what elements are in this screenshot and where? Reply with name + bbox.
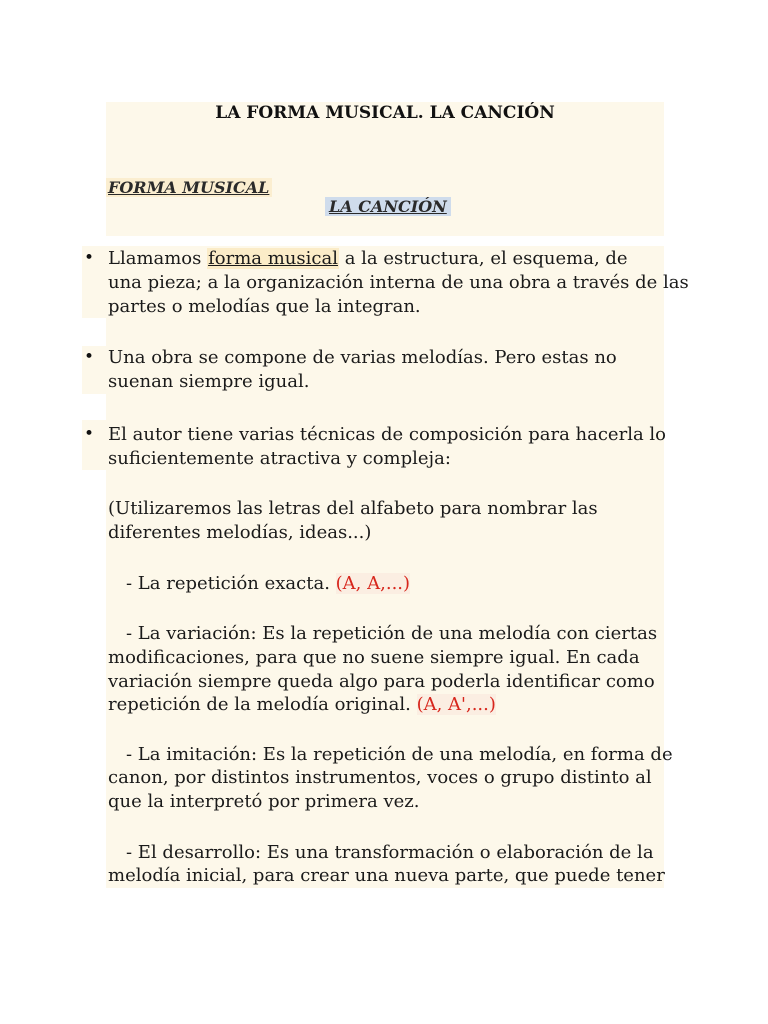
variacion-line2: modificaciones, para que no suene siempre igual. En cada — [108, 647, 640, 668]
imitacion-line3: que la interpretó por primera vez. — [108, 791, 420, 812]
bullet-marker: • — [84, 248, 95, 268]
repeticion-marker: (A, A,...) — [335, 573, 411, 594]
variacion-line3: variación siempre queda algo para poderla identificar como — [108, 671, 655, 692]
subheading-la-cancion-text: LA CANCIÓN — [325, 197, 451, 216]
imitacion-line2: canon, por distintos instrumentos, voces o grupo distinto al — [108, 767, 652, 788]
subheading-forma-musical — [106, 178, 272, 198]
bullet1-line1 — [108, 247, 628, 270]
bullet-marker: • — [84, 424, 95, 444]
subheading-la-cancion — [325, 197, 451, 217]
page-tint-gap2 — [106, 394, 664, 420]
bullet1-line2: una pieza; a la organización interna de una obra a través de las — [108, 272, 689, 293]
desarrollo-line2: melodía inicial, para crear una nueva parte, que puede tener — [108, 865, 665, 886]
repeticion-line — [126, 572, 410, 595]
page-tint-gap1 — [106, 318, 664, 346]
bullet2-line1: Una obra se compone de varias melodías. Pero estas no — [108, 347, 617, 368]
page-title: LA FORMA MUSICAL. LA CANCIÓN — [215, 103, 555, 123]
keyword-forma-musical: forma musical — [208, 248, 338, 269]
subheading-forma-musical-text: FORMA MUSICAL — [106, 178, 272, 197]
repeticion-text: - La repetición exacta. — [126, 573, 336, 594]
note-line1: (Utilizaremos las letras del alfabeto para nombrar las — [108, 498, 598, 519]
variacion-line4 — [108, 693, 496, 716]
variacion-line4-text: repetición de la melodía original. — [108, 694, 417, 715]
bullet3-line2: suficientemente atractiva y compleja: — [108, 448, 451, 469]
variacion-line1: - La variación: Es la repetición de una melodía con ciertas — [126, 623, 658, 644]
variacion-marker: (A, A',...) — [416, 694, 496, 715]
note-line2: diferentes melodías, ideas...) — [108, 522, 372, 543]
bullet3-line1: El autor tiene varias técnicas de composición para hacerla lo — [108, 424, 666, 445]
bullet2-line2: suenan siempre igual. — [108, 371, 310, 392]
bullet1-line1-post: a la estructura, el esquema, de — [338, 248, 628, 269]
imitacion-line1: - La imitación: Es la repetición de una melodía, en forma de — [126, 744, 673, 765]
desarrollo-line1: - El desarrollo: Es una transformación o elaboración de la — [126, 842, 654, 863]
bullet1-line3: partes o melodías que la integran. — [108, 296, 421, 317]
bullet-marker: • — [84, 347, 95, 367]
bullet1-line1-pre: Llamamos — [108, 248, 208, 269]
